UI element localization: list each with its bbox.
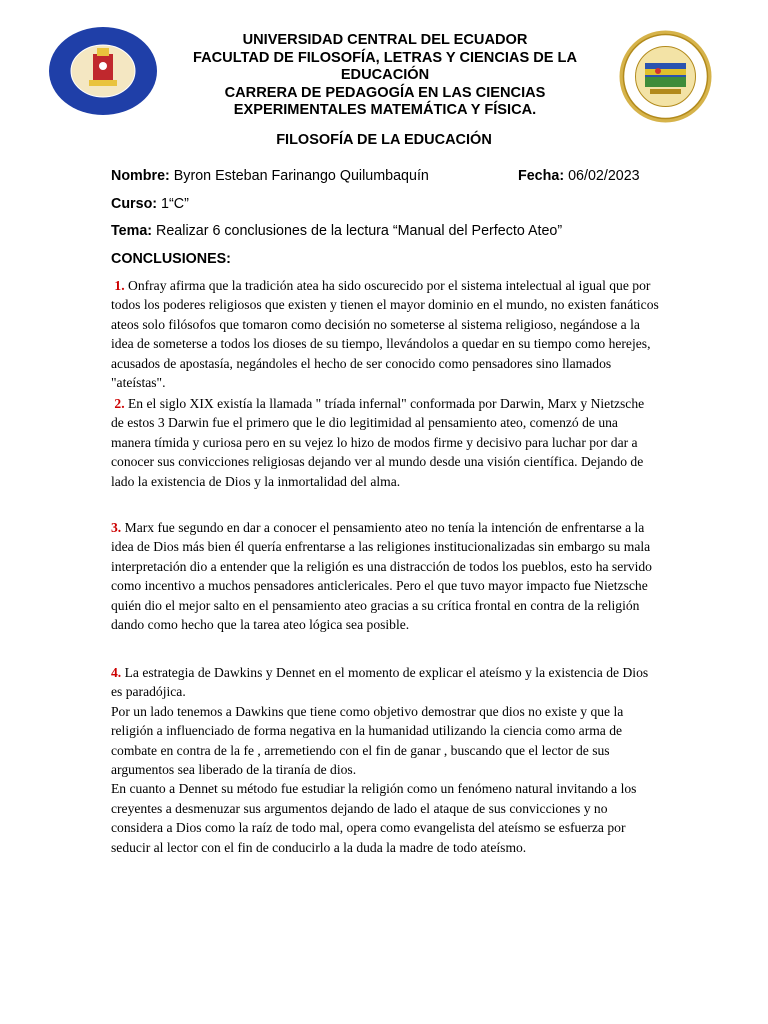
header-line-faculty-cont: EDUCACIÓN [340, 67, 430, 83]
topic-label: Tema: [111, 223, 153, 239]
conclusion-3 [111, 518, 659, 634]
date-value: 06/02/2023 [564, 168, 640, 184]
document-header [150, 32, 620, 120]
topic-field [111, 223, 562, 239]
conclusion-4 [111, 663, 659, 857]
conclusion-2 [111, 394, 659, 491]
header-line-career: CARRERA DE PEDAGOGÍA EN LAS CIENCIAS [224, 84, 546, 101]
faculty-logo [47, 26, 159, 116]
conclusion-3-number: 3. [111, 520, 122, 535]
course-value: 1“C” [157, 196, 189, 212]
header-line-faculty: FACULTAD DE FILOSOFÍA, LETRAS Y CIENCIAS DE LA [192, 49, 578, 66]
conclusions-heading: CONCLUSIONES: [111, 251, 231, 267]
conclusion-3-text: Marx fue segundo en dar a conocer el pensamiento ateo no tenía la intención de enfrentarse a la idea de Dios más bien él quería enfrentarse a las religiones institucionalizadas sin embargo su mala interpretación dio a entender que la religión es una distracción de todos los pueblos, esto ha servido como incentivo a muchos pensadores anticlericales. Pero el que tuvo mayor impacto fue Nietzsche quién dio el mejor salto en el pensamiento ateo gracias a su crítica frontal en contra de la religión dando como hecho que la tarea ateo lógica sea posible. [111, 520, 652, 633]
topic-value: Realizar 6 conclusiones de la lectura “Manual del Perfecto Ateo” [152, 223, 563, 239]
conclusion-2-text: En el siglo XIX existía la llamada " tríada infernal" conformada por Darwin, Marx y Nietzsche de estos 3 Darwin fue el primero que le dio legitimidad al pensamiento ateo, comenzó de una manera tímida y curiosa pero en su vejez lo hizo de modos firme y decisivo para luchar por dar a conocer sus convicciones religiosas dejando ver al mundo desde una visión científica. Dejando de lado la existencia de Dios y la inmortalidad del alma. [111, 396, 645, 489]
header-line-university: UNIVERSIDAD CENTRAL DEL ECUADOR [242, 32, 528, 48]
conclusion-1-text: Onfray afirma que la tradición atea ha sido oscurecido por el sistema intelectual al igual que por todos los poderes religiosos que existen y tienen el mayor dominio en el mundo, no existen fanáticos ateos solo filósofos que tomaron como decisión no someterse al sistema religioso, negándose a la idea de someterse a todos los dioses de su tiempo, llevándolos a quedar en su tiempo como herejes, acusados de apostasía, negándoles el hecho de ser conocido como pensadores sino llamados "ateístas". [111, 278, 659, 391]
name-label: Nombre: [111, 168, 170, 184]
date-field [518, 168, 640, 184]
header-line-career-cont: EXPERIMENTALES MATEMÁTICA Y FÍSICA. [233, 102, 537, 118]
conclusion-4-paragraph-2: Por un lado tenemos a Dawkins que tiene como objetivo demostrar que dios no existe y que la religión a influenciado de forma negativa en la humanidad utilizando la ciencia como arma de combate en contra de la fe , arremetiendo con el fin de ganar , buscando que el lector de sus argumentos sea liberado de la tiranía de dios. [111, 703, 624, 778]
course-field [111, 196, 189, 212]
conclusion-1-number: 1. [114, 278, 125, 293]
conclusion-2-number: 2. [114, 396, 125, 411]
conclusion-4-paragraph-3: En cuanto a Dennet su método fue estudiar la religión como un fenómeno natural invitando a los creyentes a desmenuzar sus argumentos dejando de lado el ataque de sus convicciones y no considera a Dios como la raíz de todo mal, opera como evangelista del ateísmo se esfuerza por seducir al lector con el fin de conducirlo a la duda la madre de todo ateísmo. [111, 781, 637, 855]
course-label: Curso: [111, 196, 158, 212]
faculty-seal-icon [47, 26, 159, 116]
name-field [111, 168, 429, 184]
name-value: Byron Esteban Farinango Quilumbaquín [169, 168, 429, 184]
date-label: Fecha: [518, 168, 565, 184]
conclusion-1 [111, 276, 659, 392]
conclusion-4-number: 4. [111, 665, 122, 680]
subject-title: FILOSOFÍA DE LA EDUCACIÓN [276, 132, 492, 148]
university-seal-icon [618, 29, 713, 124]
university-logo [618, 29, 713, 124]
conclusion-4-text: La estrategia de Dawkins y Dennet en el momento de explicar el ateísmo y la existencia de Dios es paradójica. [111, 665, 649, 700]
